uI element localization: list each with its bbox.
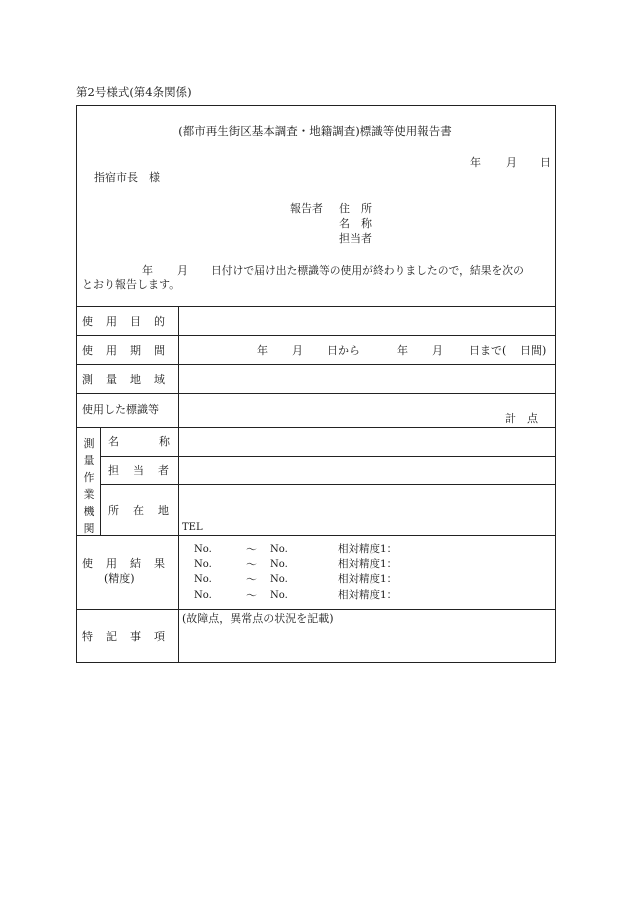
date-day: 日 <box>540 156 551 169</box>
result-row-4-precision: 相対精度1： <box>338 589 398 601</box>
result-row-2-precision: 相対精度1： <box>338 558 398 570</box>
label-markers: 使用した標識等 <box>82 403 159 416</box>
result-row-1-tilde: 〜 <box>246 543 257 556</box>
result-row-4-no2: No. <box>270 590 288 601</box>
form-title: (都市再生街区基本調査・地籍調査)標識等使用報告書 <box>178 124 452 138</box>
result-row-1-no2: No. <box>270 544 288 555</box>
label-purpose <box>82 315 178 328</box>
result-row-1-no: No. <box>194 544 212 555</box>
period-start-month: 月 <box>292 344 303 357</box>
label-agency-person <box>108 464 183 477</box>
rule-agency-top <box>76 427 556 428</box>
reporter-address: 住 所 <box>339 202 372 215</box>
result-row-3-tilde: 〜 <box>246 573 257 586</box>
period-end-day: 日まで( <box>469 344 507 357</box>
reporter-person: 担当者 <box>339 232 372 245</box>
result-row-2-no2: No. <box>270 559 288 570</box>
body-text-line1: 日付けで届け出た標識等の使用が終わりましたので，結果を次の <box>211 264 524 277</box>
label-agency-name-text: 名称 <box>108 435 210 448</box>
label-area <box>82 373 178 386</box>
remarks-note: (故障点，異常点の状況を記載) <box>182 612 334 625</box>
label-survey-agency <box>82 435 96 537</box>
result-row-2-no: No. <box>194 559 212 570</box>
label-agency-person-text: 担当者 <box>108 464 183 477</box>
result-row-3-no: No. <box>194 574 212 585</box>
label-remarks-text: 特記事項 <box>82 630 178 643</box>
reporter-label: 報告者 <box>290 202 323 215</box>
result-row-4-no: No. <box>194 590 212 601</box>
period-end-year: 年 <box>397 344 408 357</box>
agency-char-5: 機 <box>83 505 95 518</box>
rule-result-top <box>76 535 556 536</box>
tel-label: TEL <box>182 522 203 533</box>
period-start-year: 年 <box>257 344 268 357</box>
label-period <box>82 344 178 357</box>
rule-markers-top <box>76 393 556 394</box>
period-days: 日間) <box>520 344 547 357</box>
label-remarks <box>82 630 178 643</box>
label-result-precision: (精度) <box>104 572 135 585</box>
result-row-2-tilde: 〜 <box>246 558 257 571</box>
label-result-text: 使用結果 <box>82 557 178 570</box>
result-row-3-no2: No. <box>270 574 288 585</box>
label-result <box>82 557 178 570</box>
period-end-month: 月 <box>432 344 443 357</box>
result-row-3-precision: 相対精度1： <box>338 573 398 585</box>
label-agency-location <box>108 504 183 517</box>
rule-purpose-top <box>76 306 556 307</box>
agency-char-4: 業 <box>83 488 95 501</box>
markers-count: 計 点 <box>505 412 538 425</box>
label-purpose-text: 使用目的 <box>82 315 178 328</box>
label-agency-location-text: 所在地 <box>108 504 183 517</box>
addressee: 指宿市長 様 <box>94 171 160 184</box>
body-year: 年 <box>142 264 153 277</box>
rule-area-top <box>76 364 556 365</box>
date-year: 年 <box>470 156 481 169</box>
period-start-day: 日から <box>327 344 360 357</box>
rule-label-column <box>178 306 179 663</box>
rule-agency-column <box>100 427 101 535</box>
label-period-text: 使用期間 <box>82 344 178 357</box>
agency-char-3: 作 <box>83 471 95 484</box>
agency-char-2: 量 <box>83 454 95 467</box>
label-agency-name <box>108 435 210 448</box>
rule-period-top <box>76 335 556 336</box>
date-month: 月 <box>506 156 517 169</box>
result-row-4-tilde: 〜 <box>246 589 257 602</box>
label-area-text: 測量地域 <box>82 373 178 386</box>
rule-agency-location <box>100 484 556 485</box>
reporter-name: 名 称 <box>339 217 372 230</box>
form-number-label: 第2号様式(第4条関係) <box>76 85 192 99</box>
rule-remarks-top <box>76 609 556 610</box>
body-text-line2: とおり報告します。 <box>82 278 181 291</box>
agency-char-6: 関 <box>83 522 95 535</box>
agency-char-1: 測 <box>83 437 95 450</box>
result-row-1-precision: 相対精度1： <box>338 543 398 555</box>
rule-agency-person <box>100 456 556 457</box>
body-month: 月 <box>177 264 188 277</box>
